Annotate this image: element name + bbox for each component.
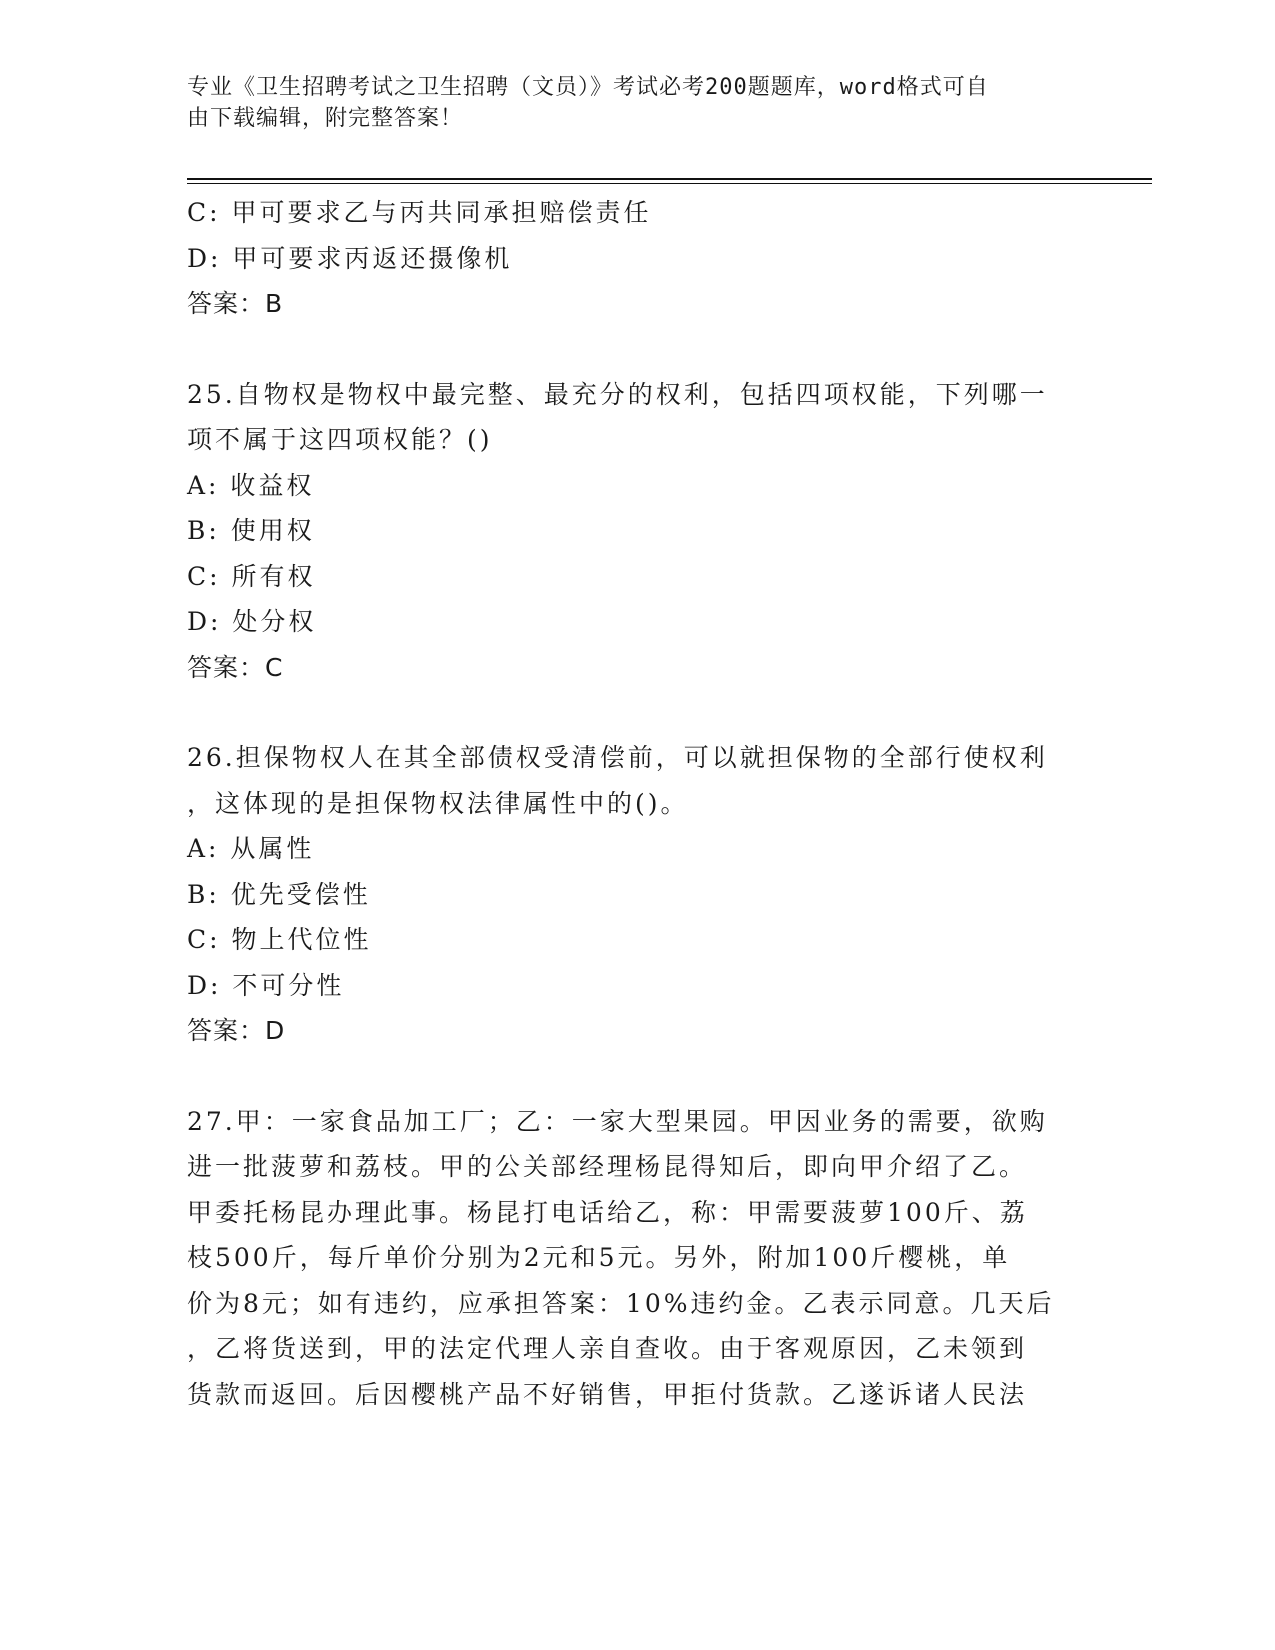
prev-option-d: D: 甲可要求丙返还摄像机 [187,243,513,273]
question-26-stem-line: 26.担保物权人在其全部债权受清偿前，可以就担保物的全部行使权利 [187,743,1048,772]
question-27-stem-line: 价为8元；如有违约，应承担答案：10%违约金。乙表示同意。几天后 [187,1288,1055,1318]
question-26-stem-line: ，这体现的是担保物权法律属性中的()。 [187,788,689,818]
question-26-option-b: B: 优先受偿性 [187,879,371,909]
question-27-stem-line: 枝500斤，每斤单价分别为2元和5元。另外，附加100斤樱桃，单 [187,1243,1011,1272]
question-26-option-c: C: 物上代位性 [187,925,372,954]
header-line-1: 专业《卫生招聘考试之卫生招聘（文员）》考试必考200题题库，word格式可自 [187,75,989,100]
spacer [187,1054,1087,1099]
question-27-stem-line: 进一批菠萝和荔枝。甲的公关部经理杨昆得知后，即向甲介绍了乙。 [187,1152,1028,1181]
question-27-stem-line: 27.甲：一家食品加工厂；乙：一家大型果园。甲因业务的需要，欲购 [187,1106,1048,1136]
header-divider-thin [187,183,1152,184]
question-25-stem-line: 项不属于这四项权能？() [187,425,493,454]
question-25-option-a: A: 收益权 [187,470,315,500]
question-25-answer: 答案：C [187,652,284,682]
question-26-answer: 答案：D [187,1016,286,1045]
question-27-stem-line: 货款而返回。后因樱桃产品不好销售，甲拒付货款。乙遂诉诸人民法 [187,1379,1028,1409]
question-27-stem-line: ，乙将货送到，甲的法定代理人亲自查收。由于客观原因，乙未领到 [187,1334,1028,1363]
page-header [187,72,1067,134]
question-26-option-a: A: 从属性 [187,834,315,863]
header-line-2: 由下载编辑，附完整答案！ [187,106,464,131]
question-content [187,190,1087,1417]
question-25-option-b: B: 使用权 [187,516,315,545]
question-26-option-d: D: 不可分性 [187,970,345,1000]
spacer [187,327,1087,372]
question-25-option-d: D: 处分权 [187,607,317,636]
prev-answer: 答案：B [187,289,284,318]
question-25-stem [187,372,1067,463]
spacer [187,690,1087,735]
header-divider-thick [187,178,1152,180]
question-25-option-c: C: 所有权 [187,561,316,591]
question-25-stem-line: 25.自物权是物权中最完整、最充分的权利，包括四项权能，下列哪一 [187,379,1048,409]
question-27-stem-line: 甲委托杨昆办理此事。杨昆打电话给乙，称：甲需要菠萝100斤、荔 [187,1197,1028,1227]
prev-option-c: C: 甲可要求乙与丙共同承担赔偿责任 [187,198,652,227]
question-26-stem [187,735,1067,826]
question-27-stem [187,1099,1067,1418]
